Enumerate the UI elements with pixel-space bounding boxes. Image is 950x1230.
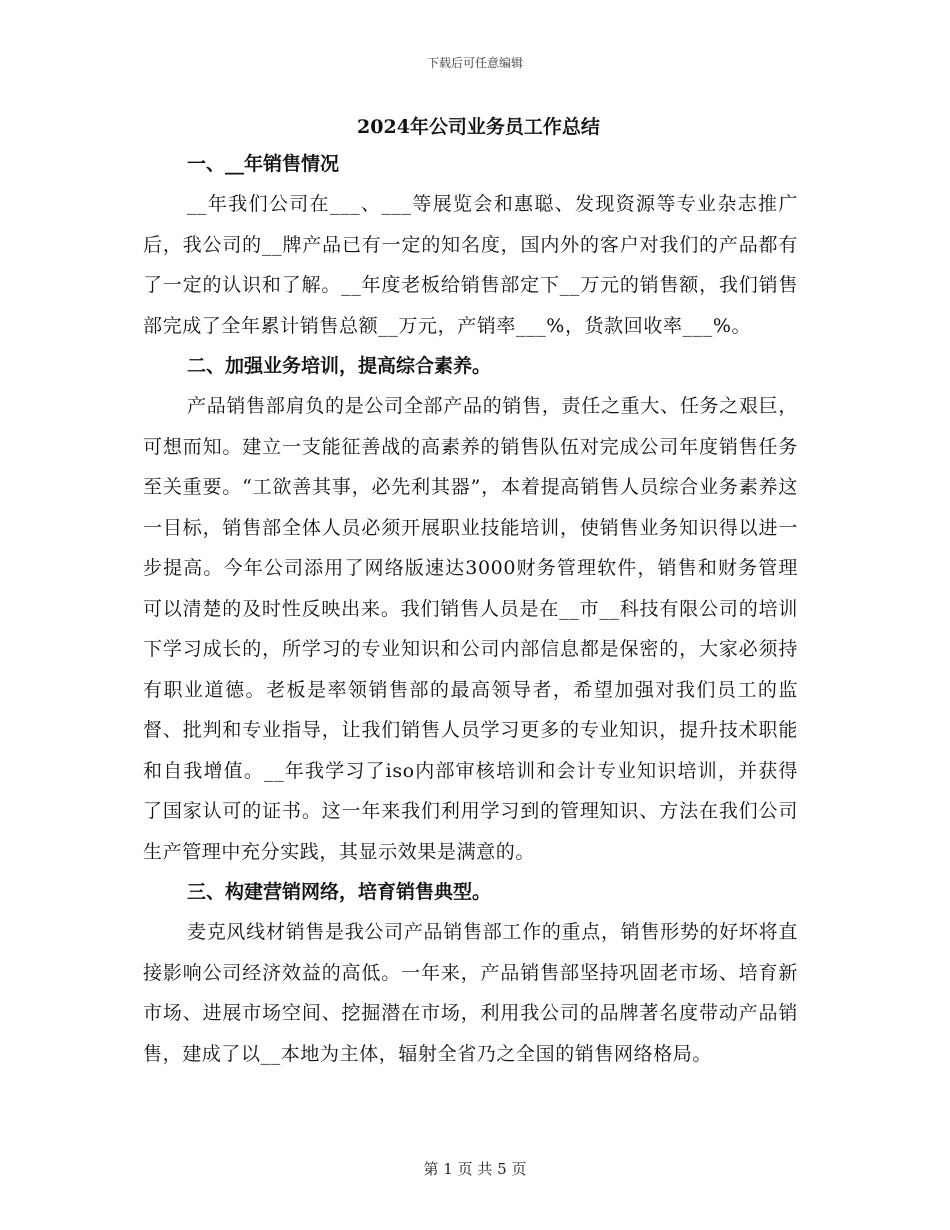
section-heading-2: 二、加强业务培训，提高综合素养。 [187,355,492,377]
document-body [143,110,798,1074]
page-footer: 第 1 页 共 5 页 [423,1160,527,1178]
section-3-paragraph-1: 麦克风线材销售是我公司产品销售部工作的重点，销售形势的好坏将直接影响公司经济效益的高低。一年来，产品销售部坚持巩固老市场、培育新市场、进展市场空间、挖掘潜在市场，利用我公司的品牌著名度带动产品销售，建成了以__本地为主体，辐射全省乃之全国的销售网络格局。 [143,921,798,1065]
document-title: 2024年公司业务员工作总结 [357,116,600,138]
section-2-paragraph-1: 产品销售部肩负的是公司全部产品的销售，责任之重大、任务之艰巨，可想而知。建立一支能征善战的高素养的销售队伍对完成公司年度销售任务至关重要。“工欲善其事，必先利其器”，本着提高销售人员综合业务素养这一目标，销售部全体人员必须开展职业技能培训，使销售业务知识得以进一步提高。今年公司添用了网络版速达3000财务管理软件，销售和财务管理可以清楚的及时性反映出来。我们销售人员是在__市__科技有限公司的培训下学习成长的，所学习的专业知识和公司内部信息都是保密的，大家必须持有职业道德。老板是率领销售部的最高领导者，希望加强对我们员工的监督、批判和专业指导，让我们销售人员学习更多的专业知识，提升技术职能和自我增值。__年我学习了iso内部审核培训和会计专业知识培训，并获得了国家认可的证书。这一年来我们利用学习到的管理知识、方法在我们公司生产管理中充分实践，其显示效果是满意的。 [143,395,798,863]
section-1-paragraph-1: __年我们公司在___、___等展览会和惠聪、发现资源等专业杂志推广后，我公司的__牌产品已有一定的知名度，国内外的客户对我们的产品都有了一定的认识和了解。__年度老板给销售部定下__万元的销售额，我们销售部完成了全年累计销售总额__万元，产销率___%，货款回收率___%。 [143,193,798,337]
section-heading-1: 一、__年销售情况 [187,153,340,175]
section-heading-3: 三、构建营销网络，培育销售典型。 [187,881,492,903]
page-header: 下载后可任意编辑 [426,56,523,70]
